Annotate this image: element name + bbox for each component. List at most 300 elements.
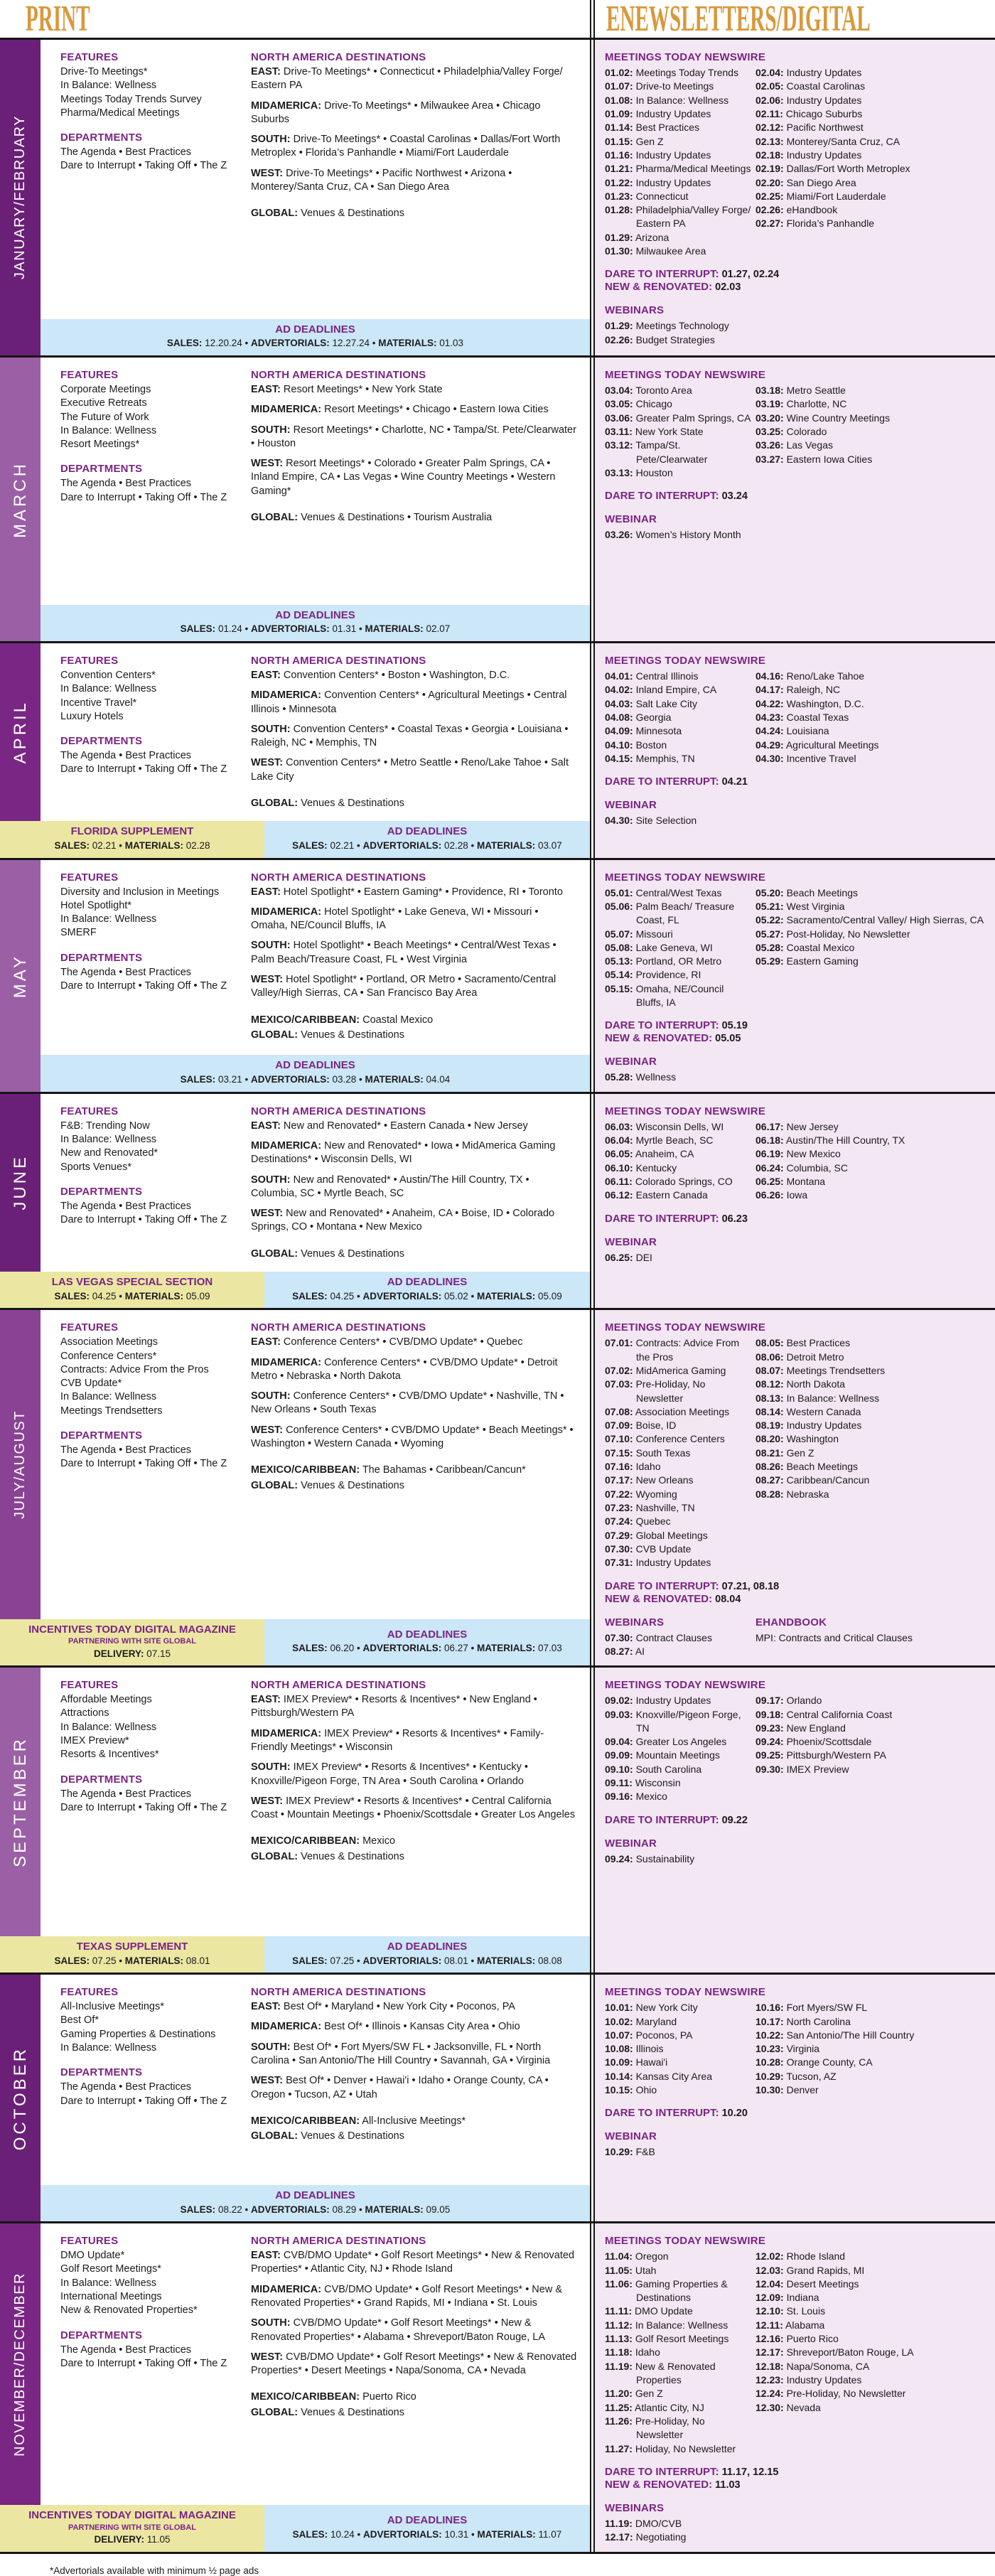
print-section [0, 643, 590, 858]
newswire-date: 04.10: [605, 739, 633, 751]
features-column [60, 2235, 251, 2501]
deadline-label: MATERIALS: [124, 840, 183, 851]
month-rail [0, 1094, 41, 1272]
newswire-item: 09.10: South Carolina [605, 1763, 702, 1775]
features-column [60, 871, 251, 1051]
newswire-item: 12.23: Industry Updates [755, 2374, 862, 2386]
departments-list [60, 749, 244, 777]
supplement-deadline-line: DELIVERY: 07.15 [93, 1648, 171, 1659]
month-rail [0, 358, 41, 641]
newswire-item: 01.21: Pharma/Medical Meetings [605, 163, 751, 175]
newswire-item: 11.13: Golf Resort Meetings [605, 2333, 729, 2345]
newswire-item: 12.30: Nevada [755, 2401, 821, 2413]
destination-region-label: GLOBAL: [251, 797, 298, 809]
supplement-bar [0, 2505, 264, 2552]
newswire-date: 05.22: [755, 914, 784, 926]
supplement-deadline-line: SALES: 07.25 • MATERIALS: 08.01 [54, 1955, 210, 1966]
newswire-item: 04.24: Louisiana [755, 725, 829, 737]
departments-list [60, 1788, 244, 1815]
deadline-label: ADVERTORIALS: [362, 1955, 442, 1966]
newswire-date: 03.20: [755, 412, 784, 424]
newswire-date: 03.06: [605, 412, 633, 424]
dare-dates: 11.17, 12.15 [721, 2466, 779, 2478]
month-row [0, 358, 995, 643]
feature-item: In Balance: Wellness [60, 1391, 157, 1403]
newswire-item: 05.29: Eastern Gaming [755, 955, 859, 967]
new-renovated-label: NEW & RENOVATED: [605, 281, 713, 294]
month-rail [0, 2223, 41, 2505]
department-item: The Agenda • Best Practices [60, 966, 192, 978]
newswire-item: 01.07: Drive-to Meetings [605, 80, 714, 92]
webinars-block [605, 1236, 755, 1265]
newswire-date: 08.26: [755, 1461, 784, 1473]
newswire-heading: MEETINGS TODAY NEWSWIRE [605, 369, 766, 381]
newswire-date: 09.02: [605, 1695, 633, 1707]
newswire-date: 07.30: [605, 1542, 633, 1555]
destinations-heading: NORTH AMERICA DESTINATIONS [251, 655, 426, 667]
deadline-label: SALES: [54, 1290, 90, 1302]
newswire-date: 03.04: [605, 385, 633, 396]
month-label: NOVEMBER/DECEMBER [12, 2272, 28, 2457]
deadline-label: MATERIALS: [365, 2204, 424, 2215]
feature-item: F&B: Trending Now [60, 1120, 150, 1132]
newswire-date: 11.12: [605, 2319, 633, 2331]
destination-region-label: MIDAMERICA: [251, 689, 322, 702]
feature-item: Attractions [60, 1707, 109, 1719]
newswire-item: 01.16: Industry Updates [605, 149, 711, 161]
new-renovated-dates: 02.03 [715, 281, 741, 294]
print-section-header [0, 0, 590, 38]
newswire-date: 12.23: [755, 2374, 784, 2386]
dare-to-interrupt-label: DARE TO INTERRUPT: [605, 268, 719, 281]
dare-dates: 01.27, 02.24 [721, 269, 780, 281]
newswire-column-2 [755, 384, 986, 480]
newswire-date: 09.04: [605, 1736, 633, 1748]
newswire-item: 09.30: IMEX Preview [755, 1763, 849, 1775]
webinar-item: 02.26: Budget Strategies [605, 333, 715, 345]
features-heading: FEATURES [60, 51, 119, 63]
newswire-date: 02.13: [755, 135, 784, 147]
newswire-date: 06.18: [755, 1134, 784, 1146]
destination-region-label: MIDAMERICA: [251, 1727, 322, 1739]
month-label: JUNE [10, 1154, 30, 1211]
destination-group: GLOBAL: Venues & Destinations [251, 1850, 404, 1862]
newswire-item: 04.17: Raleigh, NC [755, 684, 841, 696]
webinars-row [605, 2130, 986, 2159]
features-list [60, 886, 244, 940]
newswire-item: 12.09: Indiana [755, 2292, 819, 2304]
newswire-item: 01.28: Philadelphia/Valley Forge/ Eastern PA [605, 204, 751, 230]
month-row [0, 1094, 995, 1311]
webinars-heading: WEBINAR [605, 513, 657, 526]
destination-group: EAST: Convention Centers* • Boston • Washington, D.C. [251, 670, 510, 681]
newswire-item: 07.17: New Orleans [605, 1474, 694, 1486]
deadline-label: MATERIALS: [477, 840, 536, 851]
deadline-label: SALES: [54, 1955, 90, 1966]
destination-group: MIDAMERICA: Resort Meetings* • Chicago • Eastern Iowa Cities [251, 404, 549, 416]
destination-group: WEST: Best Of* • Denver • Hawai'i • Idaho • Orange County, CA • Oregon • Tucson, AZ • Utah [251, 2075, 549, 2100]
newswire-item: 09.09: Mountain Meetings [605, 1749, 720, 1761]
newswire-item: 06.26: Iowa [755, 1189, 808, 1201]
destination-group: MIDAMERICA: Best Of* • Illinois • Kansas City Area • Ohio [251, 2021, 520, 2033]
destinations-heading: NORTH AMERICA DESTINATIONS [251, 51, 426, 63]
feature-item: Convention Centers* [60, 670, 156, 681]
deadline-label: MATERIALS: [365, 1074, 424, 1085]
newswire-item: 10.14: Kansas City Area [605, 2070, 712, 2082]
newswire-item: 01.29: Arizona [605, 231, 669, 243]
print-content [41, 860, 590, 1056]
department-item: Dare to Interrupt • Taking Off • The Z [60, 160, 227, 172]
features-column [60, 1679, 251, 1932]
deadline-label: MATERIALS: [477, 2528, 536, 2540]
destination-region-label: GLOBAL: [251, 1247, 298, 1260]
features-list [60, 669, 244, 724]
newswire-item: 02.26: eHandbook [755, 204, 838, 216]
newswire-date: 07.01: [605, 1337, 633, 1349]
newswire-date: 06.10: [605, 1161, 633, 1174]
newswire-columns [605, 2250, 986, 2456]
newswire-item: 10.29: Tucson, AZ [755, 2070, 837, 2082]
destination-region-label: EAST: [251, 2001, 281, 2013]
feature-item: Executive Retreats [60, 397, 147, 409]
newswire-item: 05.22: Sacramento/Central Valley/ High Sierras, CA [755, 914, 984, 926]
ad-deadlines-bar [41, 2185, 590, 2221]
features-list [60, 1336, 244, 1418]
newswire-item: 06.11: Colorado Springs, CO [605, 1175, 733, 1187]
newswire-item: 08.14: Western Canada [755, 1405, 861, 1417]
newswire-heading: MEETINGS TODAY NEWSWIRE [605, 2235, 766, 2248]
destination-region-label: SOUTH: [251, 134, 291, 146]
digital-section [595, 2223, 995, 2551]
newswire-date: 02.05: [755, 80, 784, 92]
footnote: *Advertorials available with minimum ½ page ads [50, 2565, 259, 2576]
newswire-item: 09.18: Central California Coast [755, 1708, 893, 1720]
webinar-item: 06.25: DEI [605, 1251, 652, 1263]
print-content [41, 40, 590, 319]
newswire-date: 10.16: [755, 2002, 784, 2014]
feature-item: In Balance: Wellness [60, 1721, 157, 1733]
newswire-date: 04.01: [605, 670, 633, 682]
newswire-item: 08.05: Best Practices [755, 1337, 851, 1349]
newswire-item: 02.18: Industry Updates [755, 149, 862, 161]
newswire-item: 03.05: Chicago [605, 398, 672, 410]
feature-item: In Balance: Wellness [60, 2277, 157, 2289]
newswire-item: 07.09: Boise, ID [605, 1420, 677, 1432]
newswire-item: 10.17: North Carolina [755, 2015, 851, 2027]
newswire-date: 08.27: [755, 1474, 784, 1486]
newswire-date: 04.16: [755, 670, 784, 682]
ad-deadlines-bar [264, 2505, 590, 2552]
newswire-item: 06.04: Myrtle Beach, SC [605, 1134, 714, 1146]
newswire-date: 12.17: [755, 2346, 784, 2358]
newswire-date: 11.20: [605, 2388, 633, 2400]
newswire-item: 08.28: Nebraska [755, 1488, 829, 1500]
newswire-date: 02.06: [755, 94, 784, 106]
digital-section [595, 40, 995, 355]
webinar-item: 12.17: Negotiating [605, 2531, 687, 2543]
department-item: The Agenda • Best Practices [60, 2344, 192, 2356]
departments-list [60, 2081, 244, 2108]
destination-region-label: SOUTH: [251, 424, 291, 436]
new-renovated-dates: 08.04 [715, 1593, 741, 1605]
feature-item: Sports Venues* [60, 1161, 131, 1173]
destination-group: GLOBAL: Venues & Destinations [251, 1247, 404, 1260]
newswire-date: 01.09: [605, 107, 633, 119]
newswire-item: 08.26: Beach Meetings [755, 1461, 858, 1473]
newswire-item: 03.18: Metro Seattle [755, 385, 846, 396]
month-label: MARCH [10, 461, 30, 538]
ad-deadlines-line: SALES: 03.21 • ADVERTORIALS: 03.28 • MATERIALS: 04.04 [180, 1074, 451, 1085]
features-column [60, 1986, 251, 2181]
new-renovated-line [605, 2479, 986, 2491]
destination-group: SOUTH: Best Of* • Fort Myers/SW FL • Jacksonville, FL • North Carolina • San Antonio/The Hill Country • Savannah, GA • Virginia [251, 2041, 551, 2067]
newswire-date: 03.18: [755, 385, 784, 396]
newswire-item: 05.01: Central/West Texas [605, 886, 722, 898]
newswire-item: 07.22: Wyoming [605, 1488, 677, 1500]
webinar-date: 01.29: [605, 320, 633, 332]
destination-group: EAST: Drive-To Meetings* • Connecticut • Philadelphia/Valley Forge/ Eastern PA [251, 66, 563, 92]
destination-group: MEXICO/CARIBBEAN: Coastal Mexico [251, 1014, 434, 1026]
newswire-date: 12.30: [755, 2401, 784, 2413]
deadlines-bar-row [0, 1619, 590, 1666]
feature-item: Luxury Hotels [60, 710, 124, 722]
destination-group: SOUTH: Resort Meetings* • Charlotte, NC • Tampa/St. Pete/Clearwater • Houston [251, 424, 576, 449]
newswire-date: 11.26: [605, 2415, 633, 2427]
destination-region-label: EAST: [251, 1694, 281, 1706]
newswire-date: 05.15: [605, 982, 633, 994]
newswire-item: 11.19: New & Renovated Properties [605, 2360, 716, 2386]
newswire-columns [605, 1694, 986, 1804]
newswire-date: 11.11: [605, 2305, 633, 2317]
column-divider [590, 40, 595, 355]
newswire-date: 07.03: [605, 1378, 633, 1390]
features-heading: FEATURES [60, 1105, 119, 1117]
digital-section-header [595, 0, 995, 38]
destination-group: EAST: Conference Centers* • CVB/DMO Update* • Quebec [251, 1336, 523, 1348]
dare-to-interrupt-label: DARE TO INTERRUPT: [605, 2465, 719, 2478]
newswire-item: 10.23: Virginia [755, 2043, 820, 2055]
newswire-item: 10.28: Orange County, CA [755, 2056, 873, 2068]
month-row [0, 2223, 995, 2553]
webinars-block [605, 2130, 755, 2159]
ad-deadlines-bar [41, 605, 590, 641]
newswire-item: 04.16: Reno/Lake Tahoe [755, 670, 865, 682]
supplement-bar [0, 1619, 264, 1666]
print-content [41, 643, 590, 821]
new-renovated-line [605, 1032, 986, 1044]
webinar-item: 11.19: DMO/CVB [605, 2517, 682, 2529]
newswire-item: 03.11: New York State [605, 425, 704, 437]
feature-item: All-Inclusive Meetings* [60, 2001, 164, 2013]
dare-to-interrupt-label: DARE TO INTERRUPT: [605, 490, 719, 503]
newswire-item: 02.04: Industry Updates [755, 67, 862, 78]
departments-list [60, 1200, 244, 1228]
newswire-item: 08.07: Meetings Trendsetters [755, 1364, 886, 1376]
deadline-label: SALES: [180, 2204, 216, 2215]
newswire-item: 09.16: Mexico [605, 1791, 667, 1803]
newswire-item: 12.04: Desert Meetings [755, 2277, 859, 2290]
newswire-item: 11.25: Atlantic City, NJ [605, 2401, 704, 2413]
webinar-item: 04.30: Site Selection [605, 815, 697, 827]
dare-to-interrupt-line [605, 490, 986, 502]
dare-to-interrupt-line [605, 776, 986, 788]
newswire-item: 11.04: Oregon [605, 2250, 669, 2263]
newswire-columns [605, 886, 986, 1010]
destination-group: GLOBAL: Venues & Destinations [251, 2130, 404, 2142]
newswire-item: 07.15: South Texas [605, 1447, 691, 1459]
new-renovated-label: NEW & RENOVATED: [605, 2478, 713, 2491]
supplement-subtitle: PARTNERING WITH SITE GLOBAL [68, 1637, 197, 1646]
month-row [0, 40, 995, 358]
destination-region-label: SOUTH: [251, 2317, 291, 2329]
newswire-date: 05.06: [605, 900, 633, 912]
newswire-column-1 [605, 66, 755, 258]
newswire-item: 07.24: Quebec [605, 1515, 671, 1528]
newswire-date: 08.28: [755, 1488, 784, 1500]
print-title: PRINT [26, 0, 90, 38]
newswire-item: 03.06: Greater Palm Springs, CA [605, 412, 751, 424]
newswire-date: 11.27: [605, 2442, 633, 2454]
webinar-date: 10.29: [605, 2146, 633, 2158]
newswire-date: 01.16: [605, 149, 633, 161]
webinars-heading: WEBINAR [605, 1235, 657, 1248]
column-divider [590, 0, 595, 38]
newswire-date: 02.18: [755, 149, 784, 161]
destination-region-label: WEST: [251, 2351, 284, 2363]
newswire-date: 12.04: [755, 2277, 784, 2290]
features-list [60, 1693, 244, 1761]
newswire-heading: MEETINGS TODAY NEWSWIRE [605, 51, 766, 63]
dare-dates: 09.22 [721, 1814, 748, 1826]
destinations-column [251, 871, 584, 1051]
newswire-item: 10.22: San Antonio/The Hill Country [755, 2029, 915, 2041]
department-item: Dare to Interrupt • Taking Off • The Z [60, 2095, 227, 2107]
feature-item: Contracts: Advice From the Pros [60, 1363, 209, 1375]
newswire-date: 10.07: [605, 2029, 633, 2041]
webinars-row [605, 1616, 986, 1659]
dare-dates: 05.19 [721, 1020, 748, 1032]
print-content [41, 1668, 590, 1936]
webinar-date: 08.27: [605, 1645, 633, 1657]
features-list [60, 383, 244, 451]
newswire-item: 12.24: Pre-Holiday, No Newsletter [755, 2388, 906, 2400]
dare-to-interrupt-label: DARE TO INTERRUPT: [605, 1019, 719, 1032]
destination-group: SOUTH: Drive-To Meetings* • Coastal Carolinas • Dallas/Fort Worth Metroplex • Florida’s Panhandle • Miami/Fort Lauderdale [251, 134, 561, 159]
newswire-date: 05.07: [605, 928, 633, 940]
feature-item: New and Renovated* [60, 1147, 158, 1159]
destinations-column [251, 1321, 584, 1614]
newswire-item: 04.15: Memphis, TN [605, 752, 695, 764]
digital-section [595, 643, 995, 858]
newswire-item: 06.12: Eastern Canada [605, 1189, 708, 1201]
deadline-label: MATERIALS: [124, 1955, 183, 1966]
department-item: The Agenda • Best Practices [60, 1200, 192, 1212]
newswire-item: 06.10: Kentucky [605, 1161, 677, 1174]
newswire-date: 10.15: [605, 2084, 633, 2096]
newswire-date: 08.14: [755, 1405, 784, 1417]
webinars-heading: WEBINARS [605, 2501, 665, 2514]
digital-section [595, 1668, 995, 1973]
departments-heading: DEPARTMENTS [60, 2066, 143, 2079]
feature-item: In Balance: Wellness [60, 1133, 157, 1145]
new-renovated-line [605, 281, 986, 293]
newswire-date: 01.14: [605, 122, 633, 134]
deadlines-bar-row [0, 821, 590, 857]
newswire-item: 05.06: Palm Beach/ Treasure Coast, FL [605, 900, 735, 926]
ad-deadlines-line: SALES: 01.24 • ADVERTORIALS: 01.31 • MATERIALS: 02.07 [180, 623, 451, 635]
webinar-date: 05.28: [605, 1071, 633, 1083]
column-divider [590, 1975, 595, 2221]
newswire-date: 06.04: [605, 1134, 633, 1146]
destination-group: EAST: IMEX Preview* • Resorts & Incentives* • New England • Pittsburgh/Western PA [251, 1694, 537, 1719]
print-content [41, 2223, 590, 2505]
dare-to-interrupt-line [605, 2107, 986, 2119]
supplement-deadline-line: SALES: 02.21 • MATERIALS: 02.28 [54, 840, 210, 851]
deadline-label: ADVERTORIALS: [250, 2204, 330, 2215]
destination-region-label: WEST: [251, 458, 284, 470]
feature-item: Resorts & Incentives* [60, 1749, 159, 1761]
digital-section [595, 358, 995, 641]
destination-region-label: EAST: [251, 66, 281, 77]
newswire-column-1 [605, 886, 755, 1010]
newswire-item: 04.30: Incentive Travel [755, 752, 856, 764]
newswire-item: 03.27: Eastern Iowa Cities [755, 453, 873, 465]
supplement-title: INCENTIVES TODAY DIGITAL MAGAZINE [28, 1623, 236, 1636]
newswire-item: 02.25: Miami/Fort Lauderdale [755, 190, 886, 202]
month-row [0, 1975, 995, 2223]
newswire-date: 05.14: [605, 969, 633, 981]
newswire-item: 03.13: Houston [605, 466, 673, 478]
newswire-item: 08.06: Detroit Metro [755, 1351, 844, 1363]
webinars-row [605, 799, 986, 827]
digital-section [595, 860, 995, 1092]
newswire-item: 03.12: Tampa/St. Pete/Clearwater [605, 439, 708, 465]
print-section [0, 1975, 590, 2221]
column-divider [590, 1094, 595, 1309]
newswire-item: 10.09: Hawai'i [605, 2056, 668, 2068]
departments-heading: DEPARTMENTS [60, 132, 143, 144]
newswire-date: 04.24: [755, 725, 784, 737]
print-content [41, 1094, 590, 1272]
newswire-date: 01.02: [605, 67, 633, 78]
column-divider [590, 643, 595, 858]
newswire-heading: MEETINGS TODAY NEWSWIRE [605, 1105, 766, 1117]
ad-deadlines-title: AD DEADLINES [387, 825, 468, 838]
destinations-column [251, 1679, 584, 1932]
newswire-date: 07.31: [605, 1557, 633, 1569]
webinar-date: 02.26: [605, 333, 633, 345]
newswire-date: 10.01: [605, 2002, 633, 2014]
newswire-item: 11.27: Holiday, No Newsletter [605, 2442, 736, 2454]
newswire-item: 04.09: Minnesota [605, 725, 682, 737]
newswire-item: 11.05: Utah [605, 2264, 657, 2276]
destination-group: GLOBAL: Venues & Destinations [251, 1479, 404, 1491]
departments-heading: DEPARTMENTS [60, 463, 143, 476]
newswire-item: 05.14: Providence, RI [605, 969, 701, 981]
webinars-block [605, 2502, 755, 2545]
column-divider [590, 358, 595, 641]
newswire-item: 07.30: CVB Update [605, 1542, 692, 1555]
newswire-item: 05.27: Post-Holiday, No Newsletter [755, 928, 910, 940]
destination-region-label: GLOBAL: [251, 2130, 298, 2142]
newswire-date: 05.21: [755, 900, 784, 912]
supplement-bar [0, 821, 264, 857]
newswire-item: 05.28: Coastal Mexico [755, 941, 855, 953]
months-container [0, 40, 995, 2554]
digital-section [595, 1094, 995, 1309]
features-list [60, 2000, 244, 2055]
webinar-item: 01.29: Meetings Technology [605, 320, 729, 332]
